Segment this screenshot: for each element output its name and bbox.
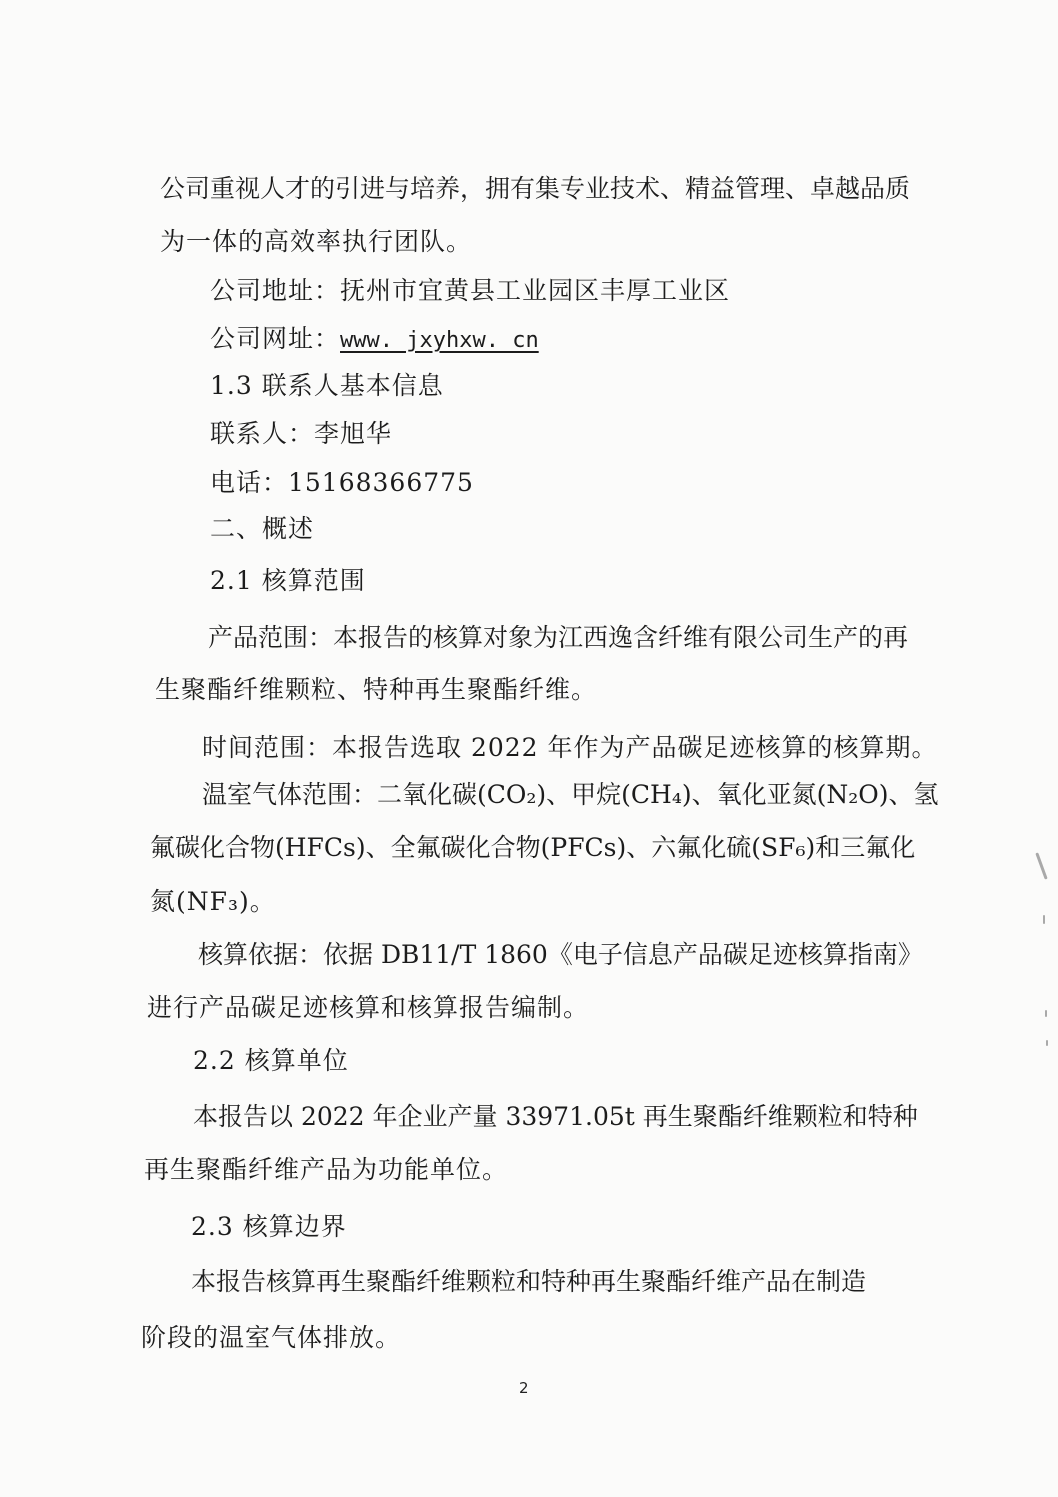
website-link[interactable]: www. jxyhxw. cn: [340, 328, 539, 353]
paragraph-line: 公司重视人才的引进与培养，拥有集专业技术、精益管理、卓越品质: [160, 174, 911, 203]
section-heading: 2.1 核算范围: [210, 566, 366, 595]
address-value: 抚州市宜黄县工业园区丰厚工业区: [340, 276, 731, 305]
chapter-heading: 二、概述: [210, 514, 315, 543]
page-number: 2: [519, 1379, 529, 1397]
paragraph-line: 为一体的高效率执行团队。: [160, 227, 473, 256]
scan-artifact: [1046, 1040, 1048, 1046]
company-address: [210, 275, 730, 307]
website-label: 公司网址：: [210, 324, 341, 353]
paragraph-line: 本报告核算再生聚酯纤维颗粒和特种再生聚酯纤维产品在制造: [191, 1267, 867, 1296]
paragraph-line: 氮(NF₃)。: [150, 887, 276, 916]
paragraph-line: 温室气体范围：二氧化碳(CO₂)、甲烷(CH₄)、氧化亚氮(N₂O)、氢: [202, 780, 939, 809]
paragraph-line: 进行产品碳足迹核算和核算报告编制。: [147, 993, 590, 1022]
contact-phone: 电话：15168366775: [210, 468, 474, 497]
scan-artifact: [1035, 852, 1047, 879]
section-heading: 2.3 核算边界: [191, 1212, 347, 1241]
address-label: 公司地址：: [210, 276, 341, 305]
section-heading: 1.3 联系人基本信息: [210, 371, 444, 400]
company-website: [210, 323, 539, 357]
paragraph-line: 核算依据：依据 DB11/T 1860《电子信息产品碳足迹核算指南》: [198, 940, 923, 969]
scan-artifact: [1043, 915, 1045, 924]
scan-artifact: [1045, 1010, 1047, 1017]
contact-person: 联系人：李旭华: [210, 419, 393, 448]
paragraph-line: 再生聚酯纤维产品为功能单位。: [144, 1155, 509, 1184]
paragraph-line: 生聚酯纤维颗粒、特种再生聚酯纤维。: [155, 675, 598, 704]
paragraph-line: 阶段的温室气体排放。: [141, 1323, 402, 1352]
section-heading: 2.2 核算单位: [193, 1046, 349, 1075]
paragraph-line: 产品范围：本报告的核算对象为江西逸含纤维有限公司生产的再: [208, 623, 909, 652]
paragraph-line: 时间范围：本报告选取 2022 年作为产品碳足迹核算的核算期。: [202, 733, 938, 762]
paragraph-line: 氟碳化合物(HFCs)、全氟碳化合物(PFCs)、六氟化硫(SF₆)和三氟化: [150, 833, 916, 862]
paragraph-line: 本报告以 2022 年企业产量 33971.05t 再生聚酯纤维颗粒和特种: [193, 1102, 918, 1131]
